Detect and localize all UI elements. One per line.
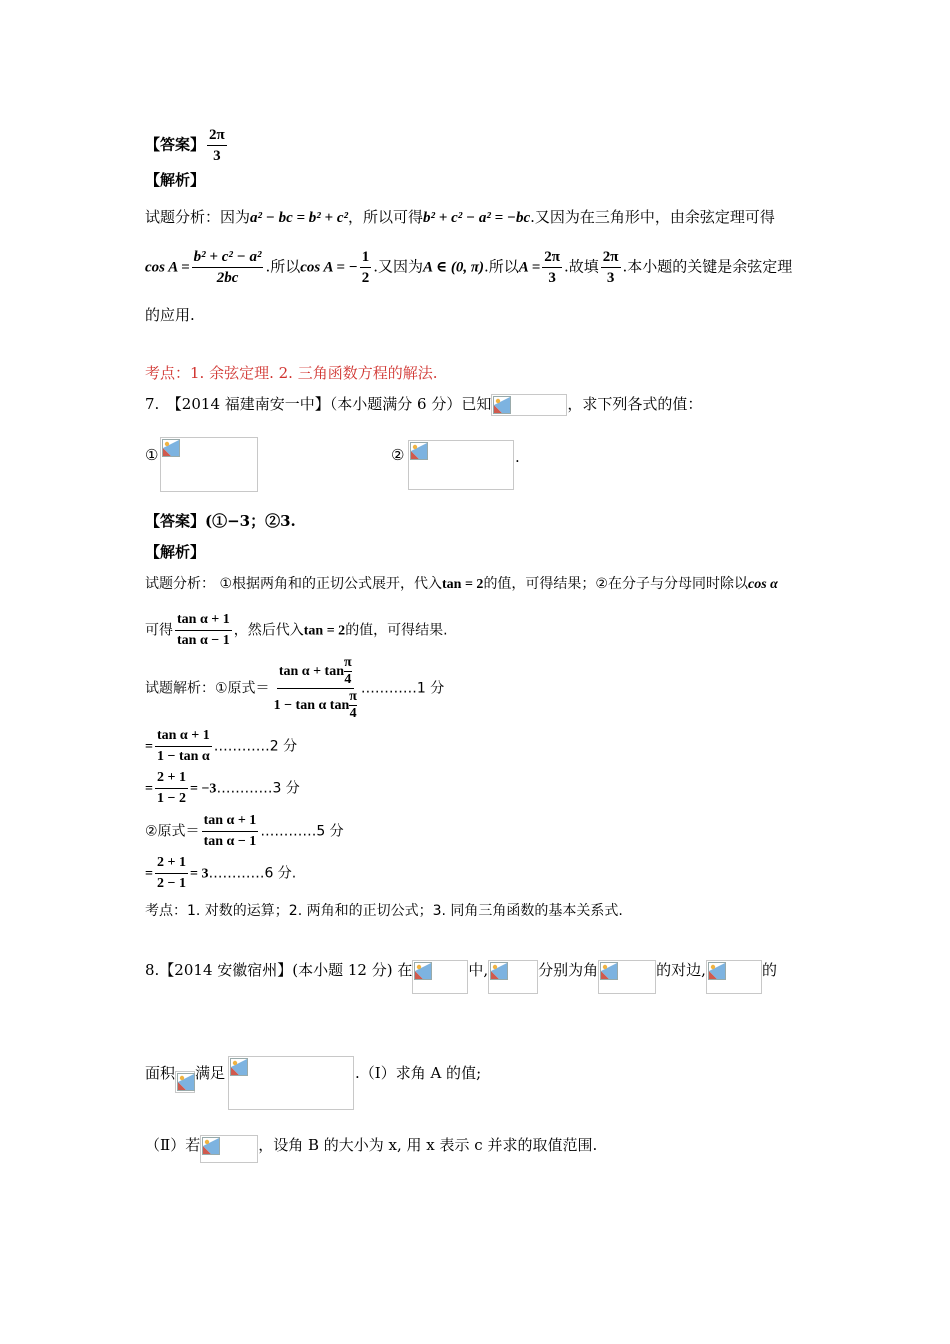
- image-placeholder: [228, 1056, 354, 1110]
- image-placeholder: [408, 440, 514, 490]
- solution-7-part2: ②原式＝ $\frac{\text{tan α + 1}}{\text{tan α − 1}}$ …………5 分: [145, 813, 344, 849]
- image-placeholder: [491, 394, 567, 416]
- broken-image-icon: [708, 962, 726, 980]
- question-7: 7. 【2014 福建南安一中】（本小题满分 6 分）已知 ，求下列各式的值：: [145, 394, 702, 416]
- solution-7-step2: = $\frac{\text{tan α + 1}}{\text{1 − tan α}}$ …………2 分: [145, 728, 298, 764]
- broken-image-icon: [490, 962, 508, 980]
- broken-image-icon: [410, 442, 428, 460]
- analysis-label-7: 【解析】: [145, 543, 206, 561]
- image-placeholder: [160, 437, 258, 492]
- broken-image-icon: [162, 439, 180, 457]
- answer-6: [145, 125, 229, 166]
- analysis-6-line2: cos A = $\frac{\text{b² + c² − a²}}{2bc}$ .所以cos A = − $\frac{1}{2}$ .又因为A ∈ (0, π).所以A = $\frac{2\pi}{3}$ .故填 $\frac{2\pi}{3}$ .本小题的关键是余弦定理: [145, 249, 793, 286]
- image-placeholder: [200, 1135, 258, 1163]
- image-placeholder: [488, 960, 538, 994]
- solution-7-step1: 试题解析：①原式＝ tan α + tan π 4 1 − tan α tan π 4 …………1 分: [145, 655, 445, 721]
- answer-label: 【答案】: [145, 135, 206, 154]
- q7-choice-2: ②: [391, 446, 405, 464]
- solution-7-step3: = $\frac{2 + 1}{1 - 2}$ = −3…………3 分: [145, 770, 300, 806]
- image-placeholder: [706, 960, 762, 994]
- broken-image-icon: [177, 1073, 195, 1091]
- question-8-part1: .（Ⅰ）求角 A 的值;: [355, 1064, 482, 1082]
- image-placeholder: [598, 960, 656, 994]
- question-8-part2: （Ⅱ）若 ，设角 B 的大小为 x, 用 x 表示 c 并求的取值范围.: [145, 1135, 597, 1163]
- q7-choice-1: ①: [145, 446, 159, 464]
- answer-fraction: $\frac{2\pi}{3}$: [209, 127, 225, 164]
- broken-image-icon: [202, 1137, 220, 1155]
- broken-image-icon: [493, 396, 511, 414]
- answer-7: 【答案】(①−3；②3.: [145, 512, 296, 530]
- kaodian-6: 考点：1. 余弦定理. 2. 三角函数方程的解法.: [145, 364, 438, 382]
- analysis-7-line2: 可得 $\frac{\text{tan α + 1}}{\text{tan α − 1}}$ ，然后代入tan = 2的值，可得结果.: [145, 612, 448, 648]
- question-8-line1: 8.【2014 安徽宿州】(本小题 12 分) 在 中, 分别为角 的对边, 的: [145, 960, 777, 994]
- kaodian-7: 考点：1. 对数的运算；2. 两角和的正切公式；3. 同角三角函数的基本关系式.: [145, 903, 623, 919]
- broken-image-icon: [230, 1058, 248, 1076]
- image-placeholder: [175, 1071, 195, 1093]
- analysis-6-line1: 试题分析：因为a² − bc = b² + c²，所以可得b² + c² − a² = −bc.又因为在三角形中，由余弦定理可得: [145, 208, 775, 226]
- broken-image-icon: [414, 962, 432, 980]
- q7-period: .: [515, 448, 520, 466]
- image-placeholder: [412, 960, 468, 994]
- analysis-7-line1: 试题分析： ①根据两角和的正切公式展开，代入tan = 2的值，可得结果；②在分子与分母同时除以cos α: [145, 576, 778, 592]
- analysis-label-6: 【解析】: [145, 171, 206, 189]
- analysis-6-line3: 的应用.: [145, 306, 195, 324]
- question-8-line2: 面积 满足: [145, 1063, 225, 1093]
- solution-7-step6: = $\frac{2 + 1}{2 - 1}$ = 3…………6 分.: [145, 855, 297, 891]
- broken-image-icon: [600, 962, 618, 980]
